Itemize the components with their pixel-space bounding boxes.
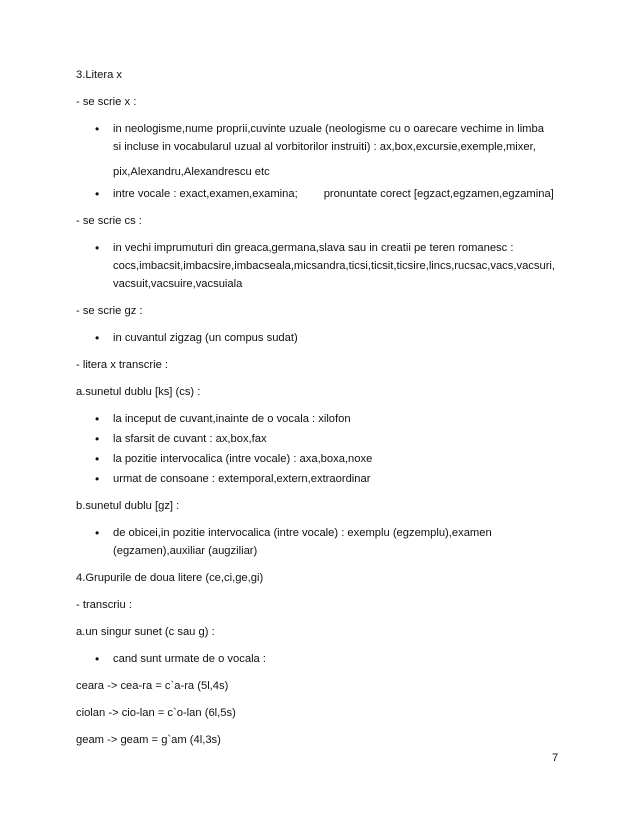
section-heading-grupuri: 4.Grupurile de doua litere (ce,ci,ge,gi) (76, 572, 264, 584)
neologisme-text-line3: pix,Alexandru,Alexandrescu etc (113, 166, 270, 178)
list-item (76, 524, 566, 560)
list-item (76, 120, 566, 181)
vocala-list (76, 650, 566, 668)
list-item: • in cuvantul zigzag (un compus sudat) (76, 329, 566, 347)
list-item: • la inceput de cuvant,inainte de o vocala : xilofon (76, 410, 566, 428)
vechi-text-line1: in vechi imprumuturi din greaca,germana,slava sau in creatii pe teren romanesc : (113, 242, 514, 254)
vechi-text-line2: cocs,imbacsit,imbacsire,imbacseala,micsandra,ticsi,ticsit,ticsire,lincs,rucsac,vacs,vacsuri, (113, 260, 556, 272)
page-number: 7 (552, 752, 559, 764)
se-scrie-x-label: - se scrie x : (76, 96, 137, 108)
gz-usage-list (76, 329, 566, 347)
intre-vocale-text: intre vocale : exact,examen,examina; (113, 188, 298, 200)
example-geam: geam -> geam = g`am (4l,3s) (76, 734, 221, 746)
list-item: • la pozitie intervocalica (intre vocale) : axa,boxa,noxe (76, 450, 566, 468)
un-singur-sunet-label: a.un singur sunet (c sau g) : (76, 626, 215, 638)
example-ciolan: ciolan -> cio-lan = c`o-lan (6l,5s) (76, 707, 236, 719)
sunet-dublu-gz-label: b.sunetul dublu [gz] : (76, 500, 180, 512)
cs-usage-list (76, 239, 566, 293)
section-heading-litera-x: 3.Litera x (76, 69, 123, 81)
ks-list (76, 410, 566, 488)
vechi-text-line3: vacsuit,vacsuire,vacsuiala (113, 278, 243, 290)
neologisme-text-line2: si incluse in vocabularul uzual al vorbitorilor instruiti) : ax,box,excursie,exemple,mixer, (113, 141, 536, 153)
list-item (76, 239, 566, 293)
list-item (76, 185, 566, 203)
example-ceara: ceara -> cea-ra = c`a-ra (5l,4s) (76, 680, 229, 692)
pronuntate-corect-text: pronuntate corect [egzact,egzamen,egzamina] (323, 188, 554, 200)
se-scrie-cs-label: - se scrie cs : (76, 215, 142, 227)
litera-x-transcrie-label: - litera x transcrie : (76, 359, 169, 371)
list-item: • urmat de consoane : extemporal,extern,extraordinar (76, 470, 566, 488)
transcriu-label: - transcriu : (76, 599, 132, 611)
page-content (76, 66, 566, 758)
gz-list (76, 524, 566, 560)
list-item: • cand sunt urmate de o vocala : (76, 650, 566, 668)
gz-text-line1: de obicei,in pozitie intervocalica (intre vocale) : exemplu (egzemplu),examen (113, 527, 492, 539)
gz-text-line2: (egzamen),auxiliar (augziliar) (113, 545, 258, 557)
neologisme-text-line1: in neologisme,nume proprii,cuvinte uzuale (neologisme cu o oarecare vechime in limba (113, 123, 544, 135)
sunet-dublu-ks-label: a.sunetul dublu [ks] (cs) : (76, 386, 201, 398)
x-usage-list (76, 120, 566, 203)
se-scrie-gz-label: - se scrie gz : (76, 305, 143, 317)
list-item: • la sfarsit de cuvant : ax,box,fax (76, 430, 566, 448)
